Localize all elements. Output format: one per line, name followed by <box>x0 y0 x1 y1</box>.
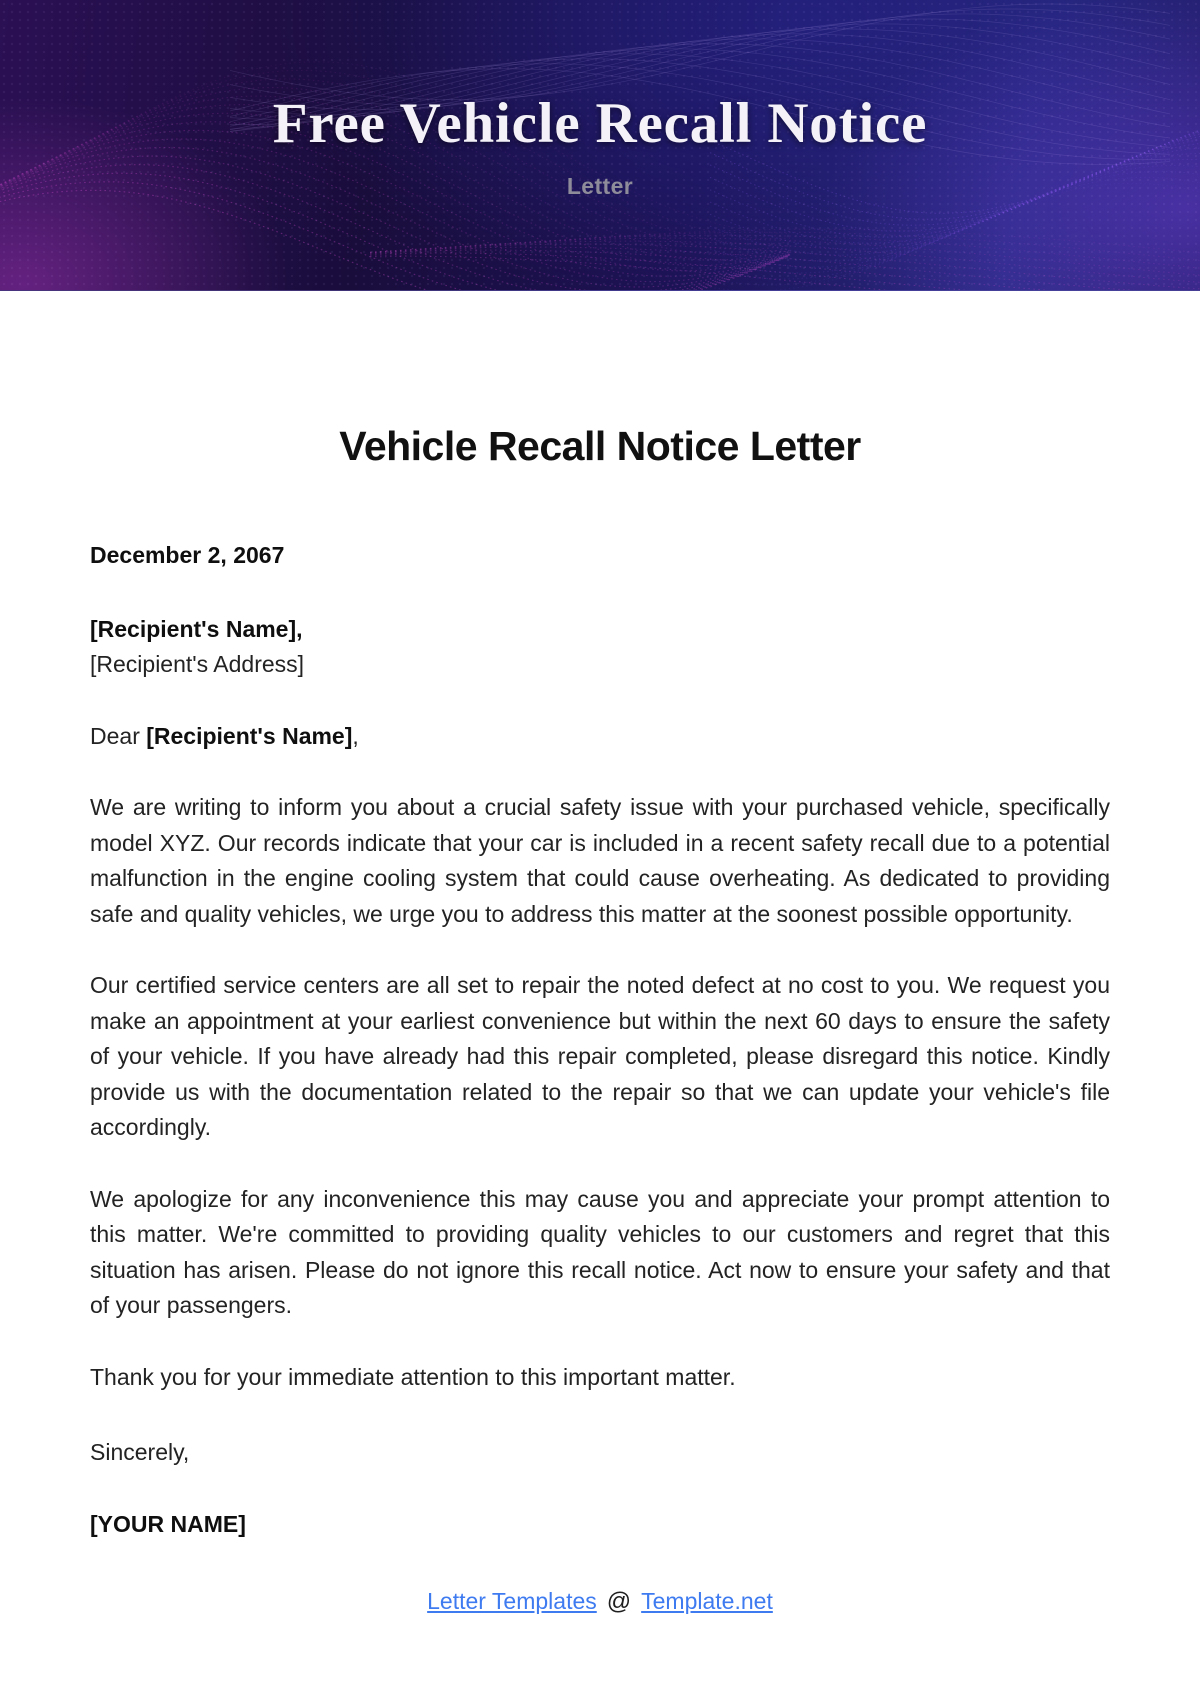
letter-paragraph: We apologize for any inconvenience this may cause you and appreciate your prompt attention to this matter. We're committed to providing quality vehicles to our customers and regret that this situation has arisen. Please do not ignore this recall notice. Act now to ensure your safety and that of your passengers. <box>90 1185 1110 1318</box>
banner-text <box>0 0 1200 290</box>
letter-paragraph: Our certified service centers are all set to repair the noted defect at no cost to you. We request you make an appointment at your earliest convenience but within the next 60 days to ensure the safety of your vehicle. If you have already had this repair completed, please disregard this notice. Kindly provide us with the documentation related to the repair so that we can update your vehicle's file accordingly. <box>90 972 1110 1140</box>
banner-subtitle: Letter <box>566 173 634 200</box>
footer <box>90 1586 1110 1617</box>
letter-body <box>0 291 1200 1617</box>
recipient-name: [Recipient's Name], <box>90 615 303 642</box>
signature-name: [YOUR NAME] <box>90 1510 246 1537</box>
footer-separator: @ <box>606 1588 632 1615</box>
salutation-prefix: Dear <box>90 722 147 749</box>
banner-title: Free Vehicle Recall Notice <box>272 91 928 155</box>
letter-title: Vehicle Recall Notice Letter <box>339 423 861 469</box>
recipient-block <box>90 612 1110 683</box>
template-net-link[interactable]: Template.net <box>641 1588 773 1614</box>
salutation <box>90 719 1110 755</box>
letter-date: December 2, 2067 <box>90 542 285 568</box>
letter-templates-link[interactable]: Letter Templates <box>427 1588 597 1614</box>
salutation-name: [Recipient's Name] <box>146 722 353 749</box>
recipient-address: [Recipient's Address] <box>90 651 305 677</box>
closing-thanks: Thank you for your immediate attention to this important matter. <box>90 1363 736 1390</box>
salutation-suffix: , <box>352 722 359 749</box>
closing-signoff: Sincerely, <box>90 1439 190 1465</box>
banner <box>0 0 1200 291</box>
letter-paragraph: We are writing to inform you about a crucial safety issue with your purchased vehicle, specifically model XYZ. Our records indicate that your car is included in a recent safety recall due to a potential malfunction in the engine cooling system that could cause overheating. As dedicated to providing safe and quality vehicles, we urge you to address this matter at the soonest possible opportunity. <box>90 794 1110 927</box>
